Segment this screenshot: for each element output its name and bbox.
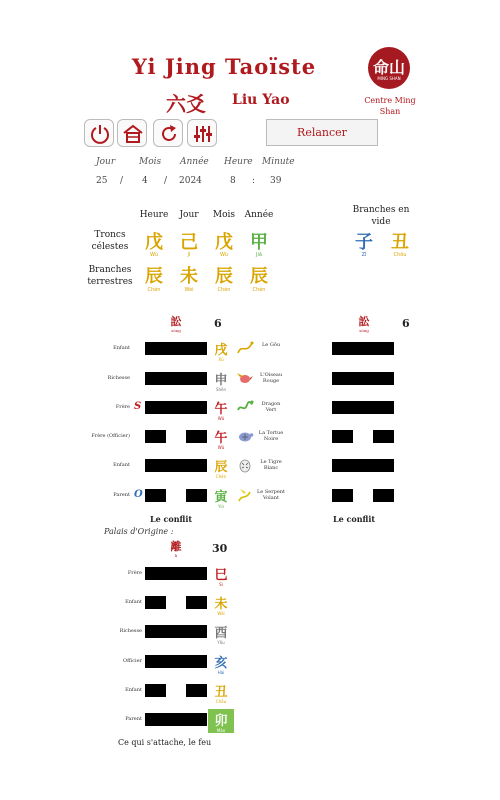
sliders-icon: [192, 123, 214, 145]
flying-snake-icon: [236, 486, 254, 504]
changed-line-yin: [332, 489, 394, 502]
ming-shan-logo: [368, 47, 410, 89]
pillar-header-jour: Jour: [179, 210, 199, 220]
line-branch-pinyin: Yín: [217, 504, 225, 509]
main-line-yang: [145, 372, 207, 385]
power-button[interactable]: [84, 119, 114, 147]
changed-hexagram-number: 6: [402, 317, 410, 330]
line-branch: 午: [214, 402, 228, 417]
dragon-icon: [236, 398, 254, 416]
palace-hexagram-number: 30: [212, 542, 228, 555]
app-title: Yi Jing Taoïste: [131, 54, 317, 79]
palace-line-yang: [145, 713, 207, 726]
palace-hexagram-name: 離: [170, 540, 182, 553]
heavenly-stem-pinyin: Jǐ: [187, 252, 191, 258]
spirit-label: L'Oiseau Rouge: [259, 372, 283, 384]
palace-line-branch-pinyin: Hài: [217, 670, 225, 675]
changed-hexagram-caption: Le conflit: [333, 514, 376, 524]
heavenly-stem-pinyin: Wù: [150, 252, 158, 258]
palace-line-relation: Richesse: [119, 628, 142, 634]
heavenly-stem: 戊: [145, 232, 163, 253]
earthly-branch-pinyin: Wèi: [184, 287, 194, 293]
troncs-celestes-label: Troncs célestes: [91, 230, 129, 252]
palace-line-branch-pinyin: Mǎo: [216, 728, 226, 733]
changed-line-yang: [332, 372, 394, 385]
tiger-icon: [236, 456, 254, 474]
palace-line-relation: Officier: [123, 658, 142, 664]
line-relation: Enfant: [113, 462, 130, 468]
line-branch-pinyin: Wǔ: [217, 416, 225, 421]
earthly-branch-pinyin: Chén: [147, 287, 161, 293]
pillar-header-annee: Année: [244, 210, 274, 220]
subtitle-chinese: 六爻: [166, 92, 206, 116]
line-branch-pinyin: Xū: [218, 357, 224, 362]
centre-name: Centre Ming Shan: [364, 96, 416, 116]
pillar-header-mois: Mois: [212, 210, 236, 220]
logo-text: MING SHAN: [377, 76, 401, 81]
changed-line-yang: [332, 401, 394, 414]
palace-line-branch-pinyin: Sì: [219, 582, 223, 587]
empty-branch: 丑: [391, 232, 409, 253]
palais-label: Palais d'Origine :: [104, 527, 174, 536]
palace-line-branch: 卯: [214, 714, 228, 729]
palace-line-yin: [145, 684, 207, 697]
palace-line-branch-pinyin: Chǒu: [215, 699, 227, 704]
changed-hexagram-pinyin: sòng: [359, 328, 369, 333]
line-branch: 寅: [214, 490, 228, 505]
shi-marker: S: [134, 401, 142, 412]
line-relation: Parent: [113, 492, 130, 498]
ying-marker: O: [134, 489, 143, 500]
main-hexagram-number: 6: [214, 317, 222, 330]
heavenly-stem: 戊: [215, 232, 233, 253]
empty-branch-pinyin: Chǒu: [393, 252, 407, 258]
main-line-yin: [145, 430, 207, 443]
palace-line-relation: Enfant: [125, 599, 142, 605]
palace-line-yang: [145, 625, 207, 638]
spirit-label: Le Gōu: [261, 342, 281, 348]
label-minute: Minute: [262, 157, 295, 167]
earthly-branch-pinyin: Chén: [217, 287, 231, 293]
palace-line-yin: [145, 596, 207, 609]
palace-line-branch: 巳: [214, 568, 228, 583]
line-branch: 申: [214, 373, 228, 388]
heavenly-stem: 己: [180, 232, 198, 253]
line-relation: Frère: [115, 404, 130, 410]
palace-line-relation: Parent: [125, 716, 142, 722]
snake-icon: [236, 339, 254, 357]
changed-line-yang: [332, 342, 394, 355]
line-branch-pinyin: Wǔ: [217, 445, 225, 450]
refresh-button[interactable]: [153, 119, 183, 147]
home-icon: [122, 123, 144, 145]
changed-hexagram-name: 訟: [358, 315, 370, 328]
heavenly-stem: 甲: [250, 232, 268, 253]
pillar-header-heure: Heure: [139, 210, 169, 220]
palace-line-relation: Frère: [127, 570, 142, 576]
time-separator: :: [252, 176, 256, 186]
line-relation: Richesse: [107, 375, 130, 381]
palace-line-branch-pinyin: Yǒu: [217, 640, 225, 645]
label-mois: Mois: [139, 157, 162, 167]
earthly-branch: 辰: [250, 266, 268, 287]
subtitle-pinyin: Liu Yao: [232, 92, 290, 108]
settings-button[interactable]: [187, 119, 217, 147]
spirit-label: Dragon Vert: [261, 401, 281, 413]
palace-line-branch: 酉: [214, 626, 228, 641]
main-hexagram-pinyin: sòng: [171, 328, 181, 333]
main-line-yang: [145, 342, 207, 355]
heavenly-stem-pinyin: Wù: [220, 252, 228, 258]
heure-field[interactable]: 8: [230, 176, 236, 186]
power-icon: [89, 123, 111, 145]
date-separator: /: [120, 176, 124, 186]
spirit-label: La Tortue Noire: [258, 430, 284, 442]
palace-line-yang: [145, 567, 207, 580]
changed-line-yin: [332, 430, 394, 443]
jour-field[interactable]: 25: [96, 176, 108, 186]
palace-line-branch: 丑: [214, 685, 228, 700]
turtle-icon: [236, 427, 254, 445]
annee-field[interactable]: 2024: [179, 176, 202, 186]
branches-terrestres-label: Branches terrestres: [87, 265, 133, 287]
bird-icon: [236, 369, 254, 387]
spirit-label: Le Tigre Blanc: [260, 459, 282, 471]
empty-branch: 子: [355, 232, 373, 253]
line-relation: Frère (Officier): [91, 433, 130, 439]
main-hexagram-caption: Le conflit: [150, 514, 193, 524]
earthly-branch-pinyin: Chén: [252, 287, 266, 293]
date-separator: /: [164, 176, 168, 186]
palace-line-branch: 亥: [214, 656, 228, 671]
changed-line-yang: [332, 459, 394, 472]
main-line-yin: [145, 489, 207, 502]
palace-line-branch: 未: [214, 597, 228, 612]
spirit-label: Le Serpent Volant: [256, 489, 286, 501]
palace-caption: Ce qui s'attache, le feu: [118, 738, 212, 747]
line-branch: 戌: [214, 343, 228, 358]
main-line-yang: [145, 459, 207, 472]
line-branch: 辰: [214, 460, 228, 475]
home-button[interactable]: [117, 119, 147, 147]
line-branch-pinyin: Shēn: [215, 387, 227, 392]
palace-line-branch-pinyin: Wèi: [217, 611, 225, 616]
heavenly-stem-pinyin: Jiǎ: [256, 252, 262, 258]
main-hexagram-name: 訟: [170, 315, 182, 328]
label-jour: Jour: [96, 157, 116, 167]
earthly-branch: 未: [180, 266, 198, 287]
earthly-branch: 辰: [145, 266, 163, 287]
refresh-icon: [158, 123, 180, 145]
branches-en-vide-label: Branches en vide: [352, 205, 410, 227]
palace-hexagram-pinyin: li: [174, 553, 178, 558]
label-annee: Année: [180, 157, 209, 167]
line-relation: Enfant: [113, 345, 130, 351]
palace-line-relation: Enfant: [125, 687, 142, 693]
line-branch: 午: [214, 431, 228, 446]
relancer-button[interactable]: Relancer: [266, 119, 378, 146]
earthly-branch: 辰: [215, 266, 233, 287]
minute-field[interactable]: 39: [270, 176, 282, 186]
logo-glyph: 命山: [372, 58, 405, 77]
main-line-yang: [145, 401, 207, 414]
label-heure: Heure: [224, 157, 253, 167]
mois-field[interactable]: 4: [142, 176, 148, 186]
empty-branch-pinyin: Zǐ: [361, 252, 367, 258]
line-branch-pinyin: Chén: [215, 474, 227, 479]
palace-line-yang: [145, 655, 207, 668]
